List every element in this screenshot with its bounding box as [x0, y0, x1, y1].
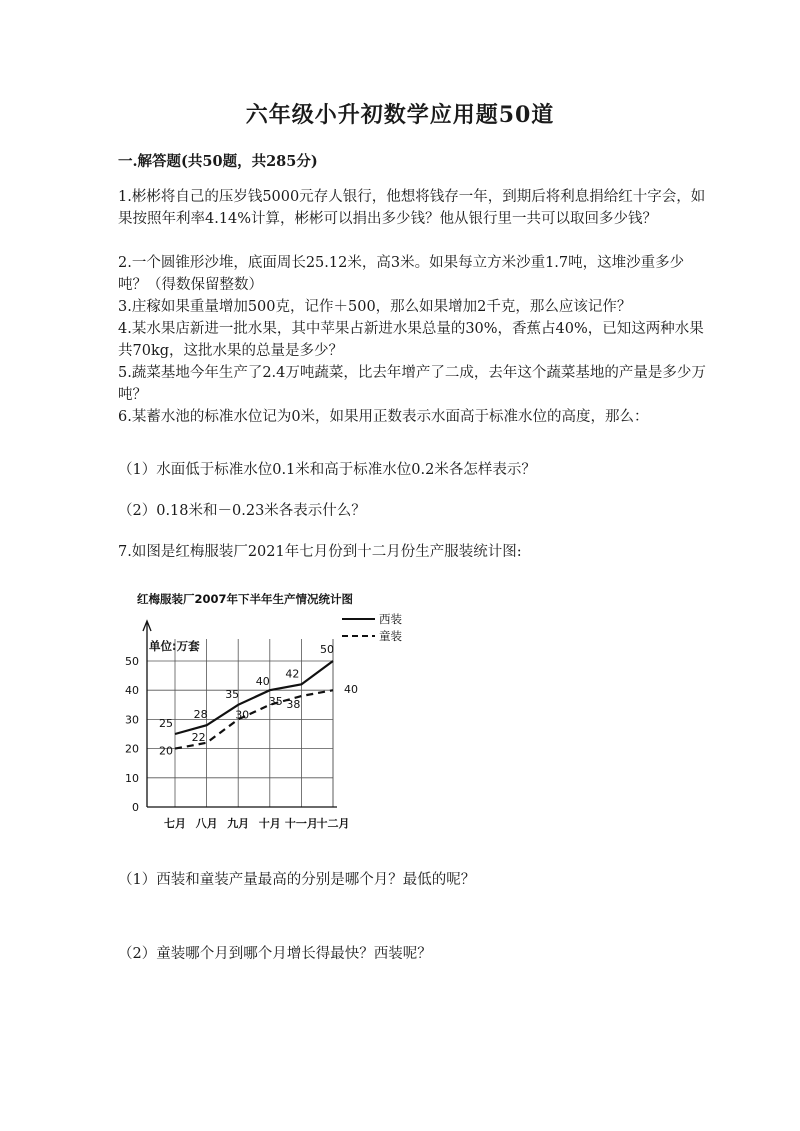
data-label: 50: [320, 643, 334, 656]
data-label: 38: [286, 698, 301, 712]
data-label: 40: [255, 675, 270, 689]
data-label: 30: [235, 708, 250, 722]
question-3: 3.庄稼如果重量增加500克，记作＋500，那么如果增加2千克，那么应该记作？: [118, 299, 632, 315]
x-tick-label: 七月: [164, 817, 186, 830]
question-6-part-2: （2）0.18米和－0.23米各表示什么？: [118, 503, 366, 519]
y-tick-label: 40: [125, 684, 139, 698]
production-line-chart: [115, 585, 405, 835]
y-tick-label: 10: [125, 771, 139, 785]
question-7: 7.如图是红梅服装厂2021年七月份到十二月份生产服装统计图:: [118, 544, 522, 560]
x-tick-labels: [164, 816, 350, 830]
section-heading: 一.解答题(共50题，共285分): [118, 153, 318, 170]
question-6-part-1: （1）水面低于标准水位0.1米和高于标准水位0.2米各怎样表示？: [118, 462, 536, 478]
legend-label-suit: 西装: [379, 612, 402, 626]
question-7-part-2: （2）童装哪个月到哪个月增长得最快？西装呢？: [118, 946, 432, 962]
question-6: 6.某蓄水池的标准水位记为0米，如果用正数表示水面高于标准水位的高度，那么：: [118, 409, 649, 425]
data-label: 25: [159, 717, 173, 730]
data-label: 35: [225, 687, 240, 701]
y-tick-label: 50: [125, 655, 139, 668]
legend-label-kids: 童装: [379, 629, 402, 643]
question-5: 5.蔬菜基地今年生产了2.4万吨蔬菜，比去年增产了二成，去年这个蔬菜基地的产量是多少万吨？: [118, 365, 706, 403]
data-label: 40: [344, 683, 358, 697]
page-title: 六年级小升初数学应用题50道: [245, 102, 555, 128]
data-label: 42: [285, 667, 300, 681]
x-tick-label: 十一月: [284, 817, 318, 830]
chart-title: 红梅服装厂2007年下半年生产情况统计图: [137, 592, 354, 606]
question-4: 4.某水果店新进一批水果，其中苹果占新进水果总量的30%，香蕉占40%，已知这两种水果共70kg，这批水果的总量是多少？: [118, 321, 704, 359]
y-axis-label: 单位:万套: [149, 639, 200, 653]
y-tick-label: 0: [132, 801, 139, 814]
chart-series: [159, 643, 358, 758]
x-tick-label: 十二月: [316, 817, 350, 830]
x-tick-label: 八月: [195, 817, 218, 830]
question-1: 1.彬彬将自己的压岁钱5000元存人银行，他想将钱存一年，到期后将利息捐给红十字会，如果按照年利率4.14%计算，彬彬可以捐出多少钱？他从银行里一共可以取回多少钱？: [118, 189, 706, 227]
question-2: 2.一个圆锥形沙堆，底面周长25.12米，高3米。如果每立方米沙重1.7吨，这堆沙重多少吨？（得数保留整数）: [118, 255, 685, 293]
y-tick-label: 20: [125, 742, 139, 756]
data-label: 28: [193, 708, 208, 722]
y-tick-labels: [125, 655, 139, 814]
question-7-part-1: （1）西装和童装产量最高的分别是哪个月？最低的呢？: [118, 872, 476, 888]
x-tick-label: 十月: [258, 817, 281, 830]
chart-legend: [342, 612, 402, 643]
series-line-suit: [175, 661, 333, 734]
y-tick-label: 30: [125, 713, 139, 727]
data-label: 20: [159, 744, 173, 758]
chart-grid: [147, 639, 333, 807]
data-label: 35: [268, 694, 283, 708]
x-tick-label: 九月: [227, 817, 250, 830]
data-label: 22: [191, 730, 206, 744]
